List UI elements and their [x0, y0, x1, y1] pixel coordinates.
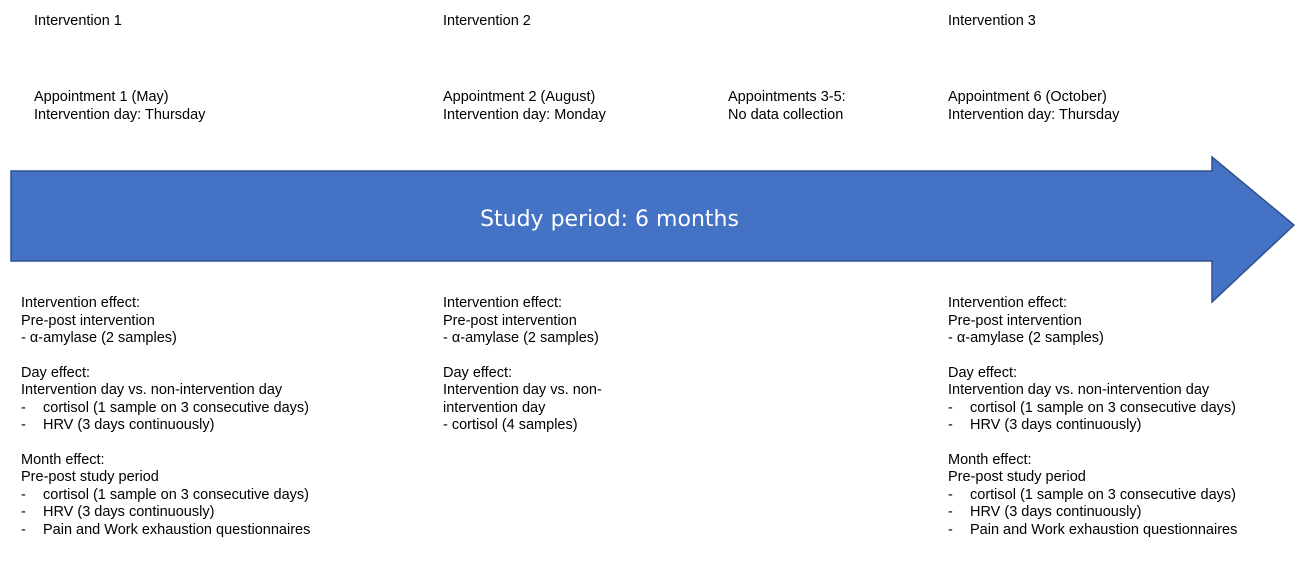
intervention-effect-item: - α-amylase (2 samples)	[443, 330, 599, 346]
day-effect-sub-line2: intervention day	[443, 399, 546, 416]
month-effect-sub: Pre-post study period	[948, 469, 1086, 485]
column-2	[443, 295, 602, 435]
day-effect-heading: Day effect:	[948, 364, 1018, 381]
intervention-effect-heading: Intervention effect:	[948, 295, 1068, 311]
day-effect-sub-line1: Intervention day vs. non-	[443, 382, 602, 398]
day-effect-heading: Day effect:	[443, 364, 513, 381]
appointment-6-line2: Intervention day: Thursday	[948, 106, 1120, 123]
day-effect-item: - HRV (3 days continuously)	[948, 417, 1142, 433]
month-effect-heading: Month effect:	[21, 451, 105, 468]
appointment-1-line1: Appointment 1 (May)	[34, 89, 169, 105]
month-effect-item: - HRV (3 days continuously)	[948, 504, 1142, 520]
appointment-1-line2: Intervention day: Thursday	[34, 106, 206, 123]
month-effect-item: - Pain and Work exhaustion questionnaires	[948, 521, 1238, 538]
intervention-effect-item: - α-amylase (2 samples)	[21, 330, 177, 346]
appointment-2-line2: Intervention day: Monday	[443, 106, 606, 123]
column-3	[948, 295, 1237, 539]
day-effect-heading: Day effect:	[21, 364, 91, 381]
month-effect-heading: Month effect:	[948, 451, 1032, 468]
day-effect-sub: Intervention day vs. non-intervention day	[948, 382, 1210, 398]
appointment-2-line1: Appointment 2 (August)	[443, 89, 596, 105]
day-effect-item: - cortisol (4 samples)	[443, 417, 578, 433]
day-effect-item: - cortisol (1 sample on 3 consecutive days)	[948, 399, 1236, 416]
column-1	[21, 295, 310, 539]
month-effect-item: - HRV (3 days continuously)	[21, 504, 215, 520]
appointment-6-line1: Appointment 6 (October)	[948, 89, 1107, 105]
day-effect-sub: Intervention day vs. non-intervention day	[21, 382, 283, 398]
intervention-effect-item: - α-amylase (2 samples)	[948, 330, 1104, 346]
day-effect-item: - HRV (3 days continuously)	[21, 417, 215, 433]
intervention-effect-sub: Pre-post intervention	[948, 312, 1082, 329]
intervention-effect-heading: Intervention effect:	[443, 295, 563, 311]
intervention-effect-sub: Pre-post intervention	[21, 312, 155, 329]
intervention-1-title: Intervention 1	[34, 13, 122, 29]
month-effect-sub: Pre-post study period	[21, 469, 159, 485]
intervention-effect-heading: Intervention effect:	[21, 295, 141, 311]
month-effect-item: - cortisol (1 sample on 3 consecutive days)	[948, 486, 1236, 503]
appointments-3-5-line1: Appointments 3-5:	[728, 89, 846, 105]
intervention-effect-sub: Pre-post intervention	[443, 312, 577, 329]
day-effect-item: - cortisol (1 sample on 3 consecutive days)	[21, 399, 309, 416]
month-effect-item: - cortisol (1 sample on 3 consecutive days)	[21, 486, 309, 503]
arrow-label: Study period: 6 months	[480, 206, 739, 232]
appointments-3-5-line2: No data collection	[728, 106, 844, 123]
month-effect-item: - Pain and Work exhaustion questionnaires	[21, 521, 311, 538]
intervention-2-title: Intervention 2	[443, 13, 531, 29]
intervention-3-title: Intervention 3	[948, 13, 1036, 29]
